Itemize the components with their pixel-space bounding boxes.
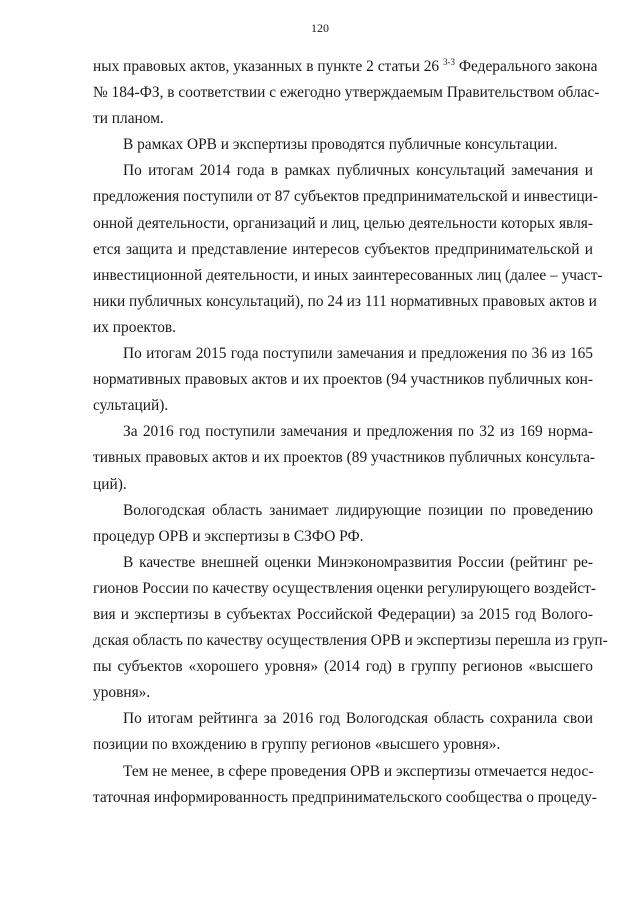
- paragraph-line: нормативных правовых актов и их проектов (94 участников публичных кон-: [93, 371, 594, 389]
- paragraph-8: [93, 706, 593, 758]
- paragraph-line: инвестиционной деятельности, и иных заинтересованных лиц (далее – участ-: [93, 266, 603, 284]
- paragraph-line: онной деятельности, организаций и лиц, целью деятельности которых явля-: [93, 214, 593, 232]
- paragraph-line: По итогам 2014 года в рамках публичных консультаций замечания и: [123, 162, 593, 180]
- paragraph-3: [93, 158, 603, 341]
- paragraph-line: В рамках ОРВ и экспертизы проводятся публичные консультации.: [123, 136, 558, 154]
- paragraph-line: вия и экспертизы в субъектах Российской Федерации) за 2015 год Волого-: [93, 605, 593, 623]
- paragraph-line: процедур ОРВ и экспертизы в СЗФО РФ.: [93, 527, 364, 545]
- paragraph-line: № 184-ФЗ, в соответствии с ежегодно утверждаемым Правительством облас-: [93, 84, 600, 102]
- paragraph-line: уровня».: [93, 684, 151, 702]
- paragraph-line: За 2016 год поступили замечания и предложения по 32 из 169 норма-: [123, 423, 593, 441]
- page-number: 120: [311, 21, 329, 35]
- paragraph-line: пы субъектов «хорошего уровня» (2014 год) в группу регионов «высшего: [93, 658, 593, 676]
- paragraph-line: таточная информированность предпринимательского сообщества о процеду-: [93, 788, 597, 806]
- paragraph-7: [93, 550, 608, 707]
- paragraph-line: [93, 49, 598, 80]
- paragraph-9: [93, 759, 597, 811]
- paragraph-line: их проектов.: [93, 318, 177, 336]
- paragraph-line: дская область по качеству осуществления ОРВ и экспертизы перешла из груп-: [93, 632, 608, 650]
- text-run: Федерального закона: [454, 58, 598, 75]
- paragraph-line: Тем не менее, в сфере проведения ОРВ и экспертизы отмечается недос-: [123, 762, 594, 780]
- superscript: 3-3: [442, 57, 455, 67]
- paragraph-4: [93, 341, 593, 419]
- paragraph-line: сультаций).: [93, 397, 169, 415]
- paragraph-2: [93, 132, 593, 158]
- paragraph-line: ций).: [93, 475, 127, 493]
- text-run: ных правовых актов, указанных в пункте 2 статьи 26: [93, 58, 440, 75]
- paragraph-line: ти планом.: [93, 110, 164, 128]
- paragraph-line: ники публичных консультаций), по 24 из 111 нормативных правовых актов и: [93, 292, 597, 310]
- paragraph-line: ется защита и представление интересов субъектов предпринимательской и: [93, 240, 593, 258]
- paragraph-line: гионов России по качеству осуществления оценки регулирующего воздейст-: [93, 579, 596, 597]
- paragraph-line: тивных правовых актов и их проектов (89 участников публичных консульта-: [93, 449, 596, 467]
- paragraph-line: позиции по вхождению в группу регионов «высшего уровня».: [93, 736, 501, 754]
- paragraph-line: предложения поступили от 87 субъектов предпринимательской и инвестици-: [93, 188, 598, 206]
- paragraph-1: [93, 49, 600, 132]
- paragraph-line: Вологодская область занимает лидирующие позиции по проведению: [123, 501, 593, 519]
- paragraph-5: [93, 419, 596, 497]
- paragraph-6: [93, 498, 593, 550]
- paragraph-line: По итогам 2015 года поступили замечания и предложения по 36 из 165: [123, 345, 593, 363]
- paragraph-line: По итогам рейтинга за 2016 год Вологодская область сохранила свои: [123, 710, 593, 728]
- body-text: [93, 49, 608, 811]
- paragraph-line: В качестве внешней оценки Минэкономразвития России (рейтинг ре-: [123, 553, 593, 571]
